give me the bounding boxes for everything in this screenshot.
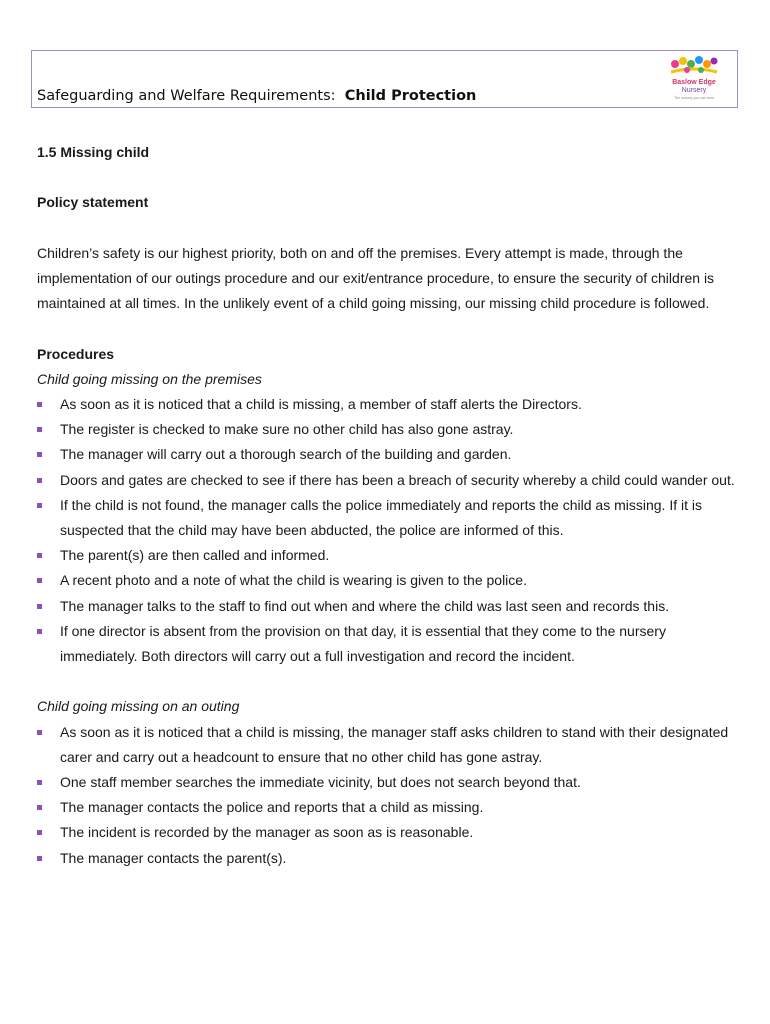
header-title [37, 88, 476, 104]
list-item: The manager will carry out a thorough search of the building and garden. [37, 442, 737, 467]
list-item: The register is checked to make sure no other child has also gone astray. [37, 417, 737, 442]
list-item: A recent photo and a note of what the child is wearing is given to the police. [37, 568, 737, 593]
list-item: Doors and gates are checked to see if there has been a breach of security whereby a child could wander out. [37, 468, 737, 493]
list-item: The parent(s) are then called and informed. [37, 543, 737, 568]
list-item: As soon as it is noticed that a child is missing, the manager staff asks children to stand with their designated carer and carry out a headcount to ensure that no other child has gone astray. [37, 720, 737, 770]
logo-name: Baslow Edge [672, 79, 716, 86]
header-title-bold: Child Protection [344, 88, 477, 104]
list-item: If the child is not found, the manager calls the police immediately and reports the child as missing. If it is suspected that the child may have been abducted, the police are informed of this. [37, 493, 737, 543]
procedures-heading: Procedures [37, 345, 115, 362]
document-header [31, 50, 738, 108]
outing-heading: Child going missing on an outing [37, 698, 240, 715]
logo-subtitle: Nursery [681, 87, 707, 94]
document-body [37, 140, 737, 871]
header-title-plain: Safeguarding and Welfare Requirements: [37, 88, 336, 104]
section-title: 1.5 Missing child [37, 144, 150, 160]
policy-heading: Policy statement [37, 194, 149, 211]
list-item: One staff member searches the immediate vicinity, but does not search beyond that. [37, 770, 737, 795]
list-item: The manager talks to the staff to find out when and where the child was last seen and records this. [37, 594, 737, 619]
list-item: The manager contacts the police and reports that a child as missing. [37, 795, 737, 820]
logo-graphic-icon [665, 54, 723, 80]
premises-heading: Child going missing on the premises [37, 370, 262, 387]
list-item: If one director is absent from the provision on that day, it is essential that they come to the nursery immediately. Both directors will carry out a full investigation and record the incident. [37, 619, 737, 669]
list-item: The incident is recorded by the manager as soon as is reasonable. [37, 820, 737, 845]
list-item: As soon as it is noticed that a child is missing, a member of staff alerts the Directors. [37, 392, 737, 417]
premises-list [37, 392, 737, 669]
outing-list [37, 720, 737, 871]
list-item: The manager contacts the parent(s). [37, 846, 737, 871]
logo-tagline: The nursery you can trust [674, 96, 714, 100]
policy-text: Children’s safety is our highest priority, both on and off the premises. Every attempt is made, through the implementation of our outings procedure and our exit/entrance procedure, to ensure the security of children is maintained at all times. In the unlikely event of a child going missing, our missing child procedure is followed. [37, 244, 715, 312]
nursery-logo [665, 54, 723, 104]
